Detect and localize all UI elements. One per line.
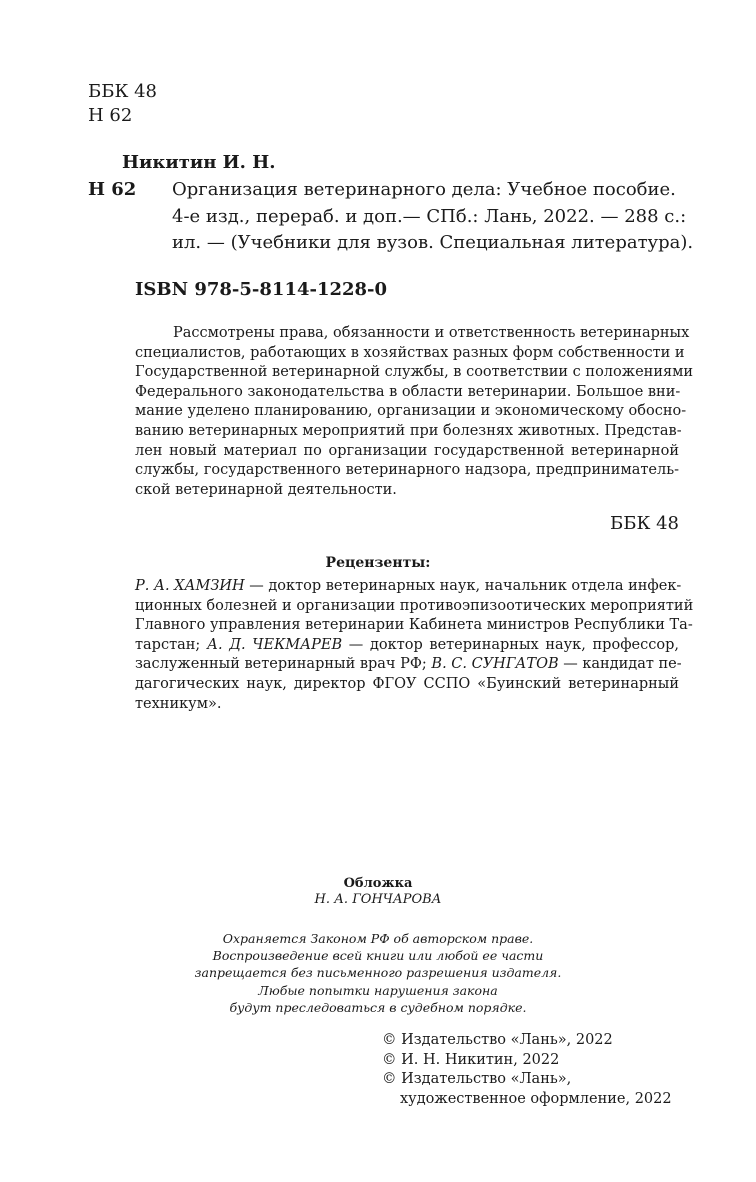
title-line-2: 4-е изд., перераб. и доп.— СПб.: Лань, 2022. — 288 с.: bbox=[172, 206, 687, 227]
reviewers-line: техникум». bbox=[135, 695, 222, 712]
abstract-line: лен новый материал по организации государственной ветеринарной bbox=[135, 442, 679, 459]
title-line-3: ил. — (Учебники для вузов. Специальная литература). bbox=[172, 232, 694, 253]
abstract-line: службы, государственного ветеринарного надзора, предприниматель- bbox=[135, 462, 679, 479]
abstract-line: ской ветеринарной деятельности. bbox=[135, 481, 397, 498]
reviewers-line: дагогических наук, директор ФГОУ ССПО «Буинский ветеринарный bbox=[135, 675, 679, 692]
copyright-line: © И. Н. Никитин, 2022 bbox=[382, 1051, 560, 1068]
notice-line: Любые попытки нарушения закона bbox=[258, 982, 498, 998]
reviewer-text: заслуженный ветеринарный врач РФ; bbox=[135, 656, 432, 673]
author-sign-code: Н 62 bbox=[88, 179, 137, 200]
abstract-line: мание уделено планированию, организации и экономическому обосно- bbox=[135, 403, 687, 420]
reviewers-line: Главного управления ветеринарии Кабинета министров Республики Та- bbox=[135, 617, 693, 634]
bbk-code: ББК 48 bbox=[88, 81, 158, 102]
reviewer-text: — доктор ветеринарных наук, начальник отдела инфек- bbox=[244, 578, 682, 594]
copyright-line: © Издательство «Лань», bbox=[382, 1071, 572, 1088]
reviewers-line bbox=[135, 577, 682, 597]
reviewer-name: В. С. СУНГАТОВ bbox=[431, 656, 559, 673]
abstract-line: Рассмотрены права, обязанности и ответственность ветеринарных bbox=[173, 325, 690, 341]
abstract-line: специалистов, работающих в хозяйствах разных форм собственности и bbox=[135, 344, 685, 361]
notice-line: Охраняется Законом РФ об авторском праве. bbox=[222, 931, 534, 946]
reviewers-line bbox=[135, 636, 679, 656]
copyright-line: художественное оформление, 2022 bbox=[400, 1090, 672, 1107]
reviewers-line: ционных болезней и организации противоэпизоотических мероприятий bbox=[135, 597, 694, 614]
author-name: Никитин И. Н. bbox=[122, 152, 276, 173]
title-line-1: Организация ветеринарного дела: Учебное пособие. bbox=[172, 179, 676, 200]
reviewer-text: — доктор ветеринарных наук, профессор, bbox=[342, 636, 679, 653]
abstract-line: ванию ветеринарных мероприятий при болезнях животных. Представ- bbox=[135, 422, 682, 439]
cover-label: Обложка bbox=[343, 876, 413, 891]
abstract-line: Федерального законодательства в области ветеринарии. Большое вни- bbox=[135, 383, 681, 400]
copyright-block bbox=[382, 1031, 672, 1109]
isbn: ISBN 978-5-8114-1228-0 bbox=[135, 279, 388, 300]
cover-designer: Н. А. ГОНЧАРОВА bbox=[314, 892, 442, 907]
reviewer-text: — кандидат пе- bbox=[558, 656, 682, 673]
reviewer-name: А. Д. ЧЕКМАРЕВ bbox=[206, 636, 343, 653]
bbk-code-right: ББК 48 bbox=[609, 513, 679, 534]
notice-line: запрещается без письменного разрешения издателя. bbox=[194, 965, 562, 981]
copyright-notice bbox=[0, 930, 756, 1016]
reviewer-text: тарстан; bbox=[135, 636, 207, 653]
notice-line: Воспроизведение всей книги или любой ее части bbox=[212, 948, 544, 964]
reviewers-text bbox=[135, 577, 694, 714]
notice-line: будут преследоваться в судебном порядке. bbox=[229, 999, 527, 1015]
abstract-line: Государственной ветеринарной службы, в соответствии с положениями bbox=[135, 364, 694, 381]
author-sign: Н 62 bbox=[88, 105, 133, 126]
reviewers-heading: Рецензенты: bbox=[325, 555, 431, 571]
abstract bbox=[135, 324, 694, 500]
bbk-classification-block bbox=[88, 80, 157, 128]
reviewers-line bbox=[135, 655, 682, 675]
reviewer-name: Р. А. ХАМЗИН bbox=[135, 578, 245, 594]
copyright-line: © Издательство «Лань», 2022 bbox=[382, 1032, 613, 1048]
